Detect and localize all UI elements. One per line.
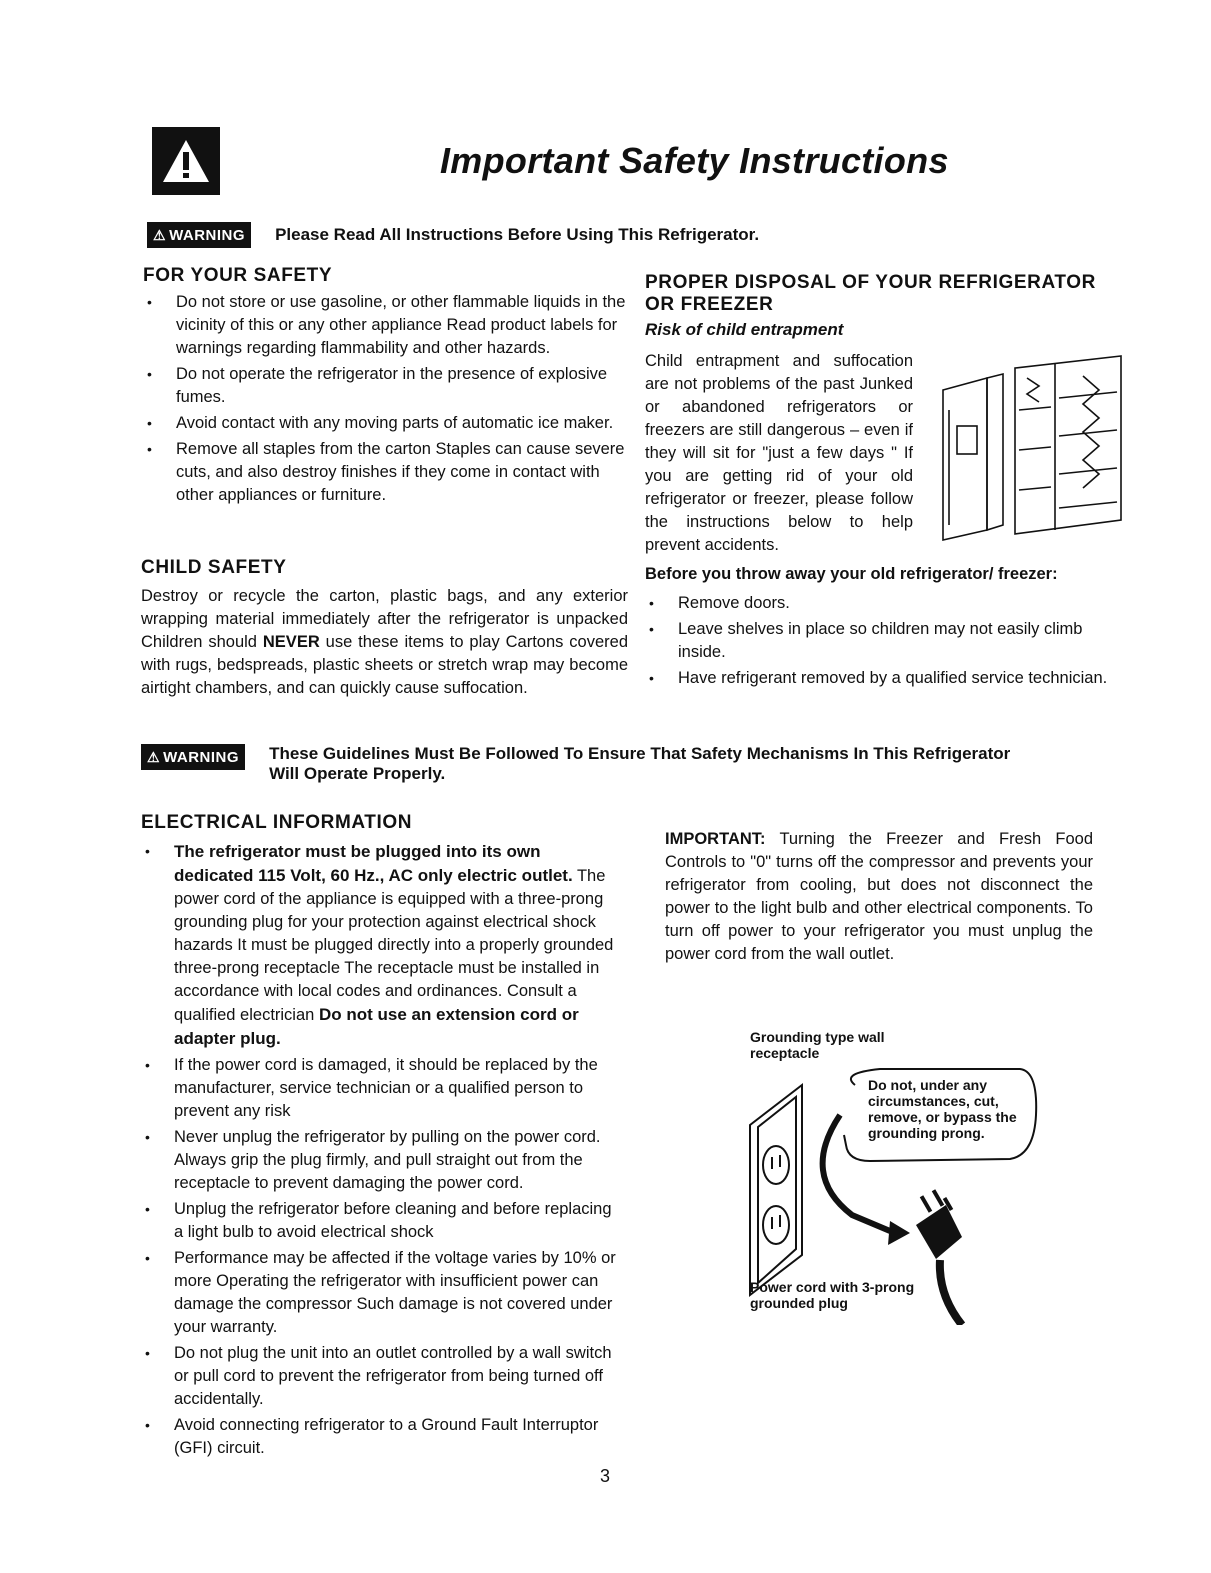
child-safety-text: Destroy or recycle the carton, plastic bags, and any exterior wrapping material immediately after the refrigerator is unpacked Children should NEVER use these items to play Cartons covered with rugs, bedspreads, plastic sheets or stretch wrap may become airtight chambers, and can quickly cause suffocation.: [141, 587, 628, 697]
disposal-text: Child entrapment and suffocation are not problems of the past Junked or abandoned refrigerators or freezers are still dangerous – even if they will sit for "just a few days " If you are getting rid of your old refrigerator or freezer, please follow the instructions below to help prevent accidents.: [645, 352, 913, 554]
subheading: Risk of child entrapment: [645, 320, 844, 339]
list-item: • Leave shelves in place so children may not easily climb inside.: [645, 618, 1130, 664]
warning-row-2: [141, 744, 1010, 784]
open-refrigerator-illustration: [923, 350, 1123, 545]
electrical-section: [141, 812, 621, 1463]
list-item: • Remove all staples from the carton Staples can cause severe cuts, and also destroy finishes if they come in contact with other appliances or furniture.: [143, 438, 628, 507]
section-heading: FOR YOUR SAFETY: [143, 265, 333, 286]
list-item: • If the power cord is damaged, it should be replaced by the manufacturer, service technician or a qualified person to prevent any risk: [141, 1054, 621, 1123]
warning-text-2: These Guidelines Must Be Followed To Ensure That Safety Mechanisms In This Refrigerator Will Operate Properly.: [269, 744, 1011, 783]
list-item: • Do not store or use gasoline, or other flammable liquids in the vicinity of this or any other appliance Read product labels for warnings regarding flammability and other hazards.: [143, 291, 628, 360]
list-item: • The refrigerator must be plugged into its own dedicated 115 Volt, 60 Hz., AC only electric outlet. The power cord of the appliance is equipped with a three-prong grounding plug for your protection against electrical shock hazards It must be plugged directly into a properly grounded three-prong receptacle The receptacle must be installed in accordance with local codes and ordinances. Consult a qualified electrician Do not use an extension cord or adapter plug.: [141, 840, 621, 1051]
page-number: 3: [600, 1466, 611, 1486]
safety-list: [143, 291, 628, 507]
list-item: • Have refrigerant removed by a qualified service technician.: [645, 667, 1130, 690]
section-heading: OR FREEZER: [645, 294, 774, 315]
grounding-diagram: [740, 1025, 1050, 1325]
section-heading: PROPER DISPOSAL OF YOUR REFRIGERATOR: [645, 272, 1096, 293]
warning-badge: ⚠ WARNING: [147, 222, 251, 248]
disposal-section: [645, 272, 1130, 693]
list-item: • Performance may be affected if the voltage varies by 10% or more Operating the refrigerator with insufficient power can damage the compressor Such damage is not covered under your warranty.: [141, 1247, 621, 1339]
child-safety-section: [141, 557, 628, 700]
list-item: • Do not plug the unit into an outlet controlled by a wall switch or pull cord to prevent the refrigerator from being turned off accidentally.: [141, 1342, 621, 1411]
list-item: • Do not operate the refrigerator in the presence of explosive fumes.: [143, 363, 628, 409]
plug-label: Power cord with 3-prong grounded plug: [750, 1279, 915, 1311]
electrical-list: [141, 840, 621, 1460]
list-item: • Never unplug the refrigerator by pulling on the power cord. Always grip the plug firmly, and pull straight out from the receptacle to prevent damaging the power cord.: [141, 1126, 621, 1195]
warning-small-icon: ⚠: [147, 748, 161, 765]
list-item: • Avoid contact with any moving parts of automatic ice maker.: [143, 412, 628, 435]
receptacle-label: Grounding type wall receptacle: [750, 1029, 885, 1061]
warning-row-1: [147, 222, 759, 248]
before-heading: Before you throw away your old refrigerator/ freezer:: [645, 565, 1058, 583]
section-heading: ELECTRICAL INFORMATION: [141, 812, 413, 833]
warning-badge: ⚠ WARNING: [141, 744, 245, 770]
disposal-list: [645, 592, 1130, 690]
warning-small-icon: ⚠: [153, 226, 167, 243]
section-heading: CHILD SAFETY: [141, 557, 287, 578]
page-title: Important Safety Instructions: [440, 140, 949, 181]
for-safety-section: [143, 265, 628, 510]
list-item: • Unplug the refrigerator before cleaning and before replacing a light bulb to avoid electrical shock: [141, 1198, 621, 1244]
important-note: IMPORTANT: Turning the Freezer and Fresh Food Controls to "0" turns off the compressor and prevents your refrigerator from cooling, but does not disconnect the power to the light bulb and other electrical components. To turn off power to your refrigerator you must unplug the power cord from the wall outlet.: [665, 830, 1093, 963]
warning-text-1: Please Read All Instructions Before Using This Refrigerator.: [275, 225, 760, 244]
list-item: • Avoid connecting refrigerator to a Ground Fault Interruptor (GFI) circuit.: [141, 1414, 621, 1460]
warning-triangle-icon: [152, 127, 220, 195]
list-item: • Remove doors.: [645, 592, 1130, 615]
callout-text: Do not, under any circumstances, cut, remove, or bypass the grounding prong.: [868, 1077, 1017, 1141]
